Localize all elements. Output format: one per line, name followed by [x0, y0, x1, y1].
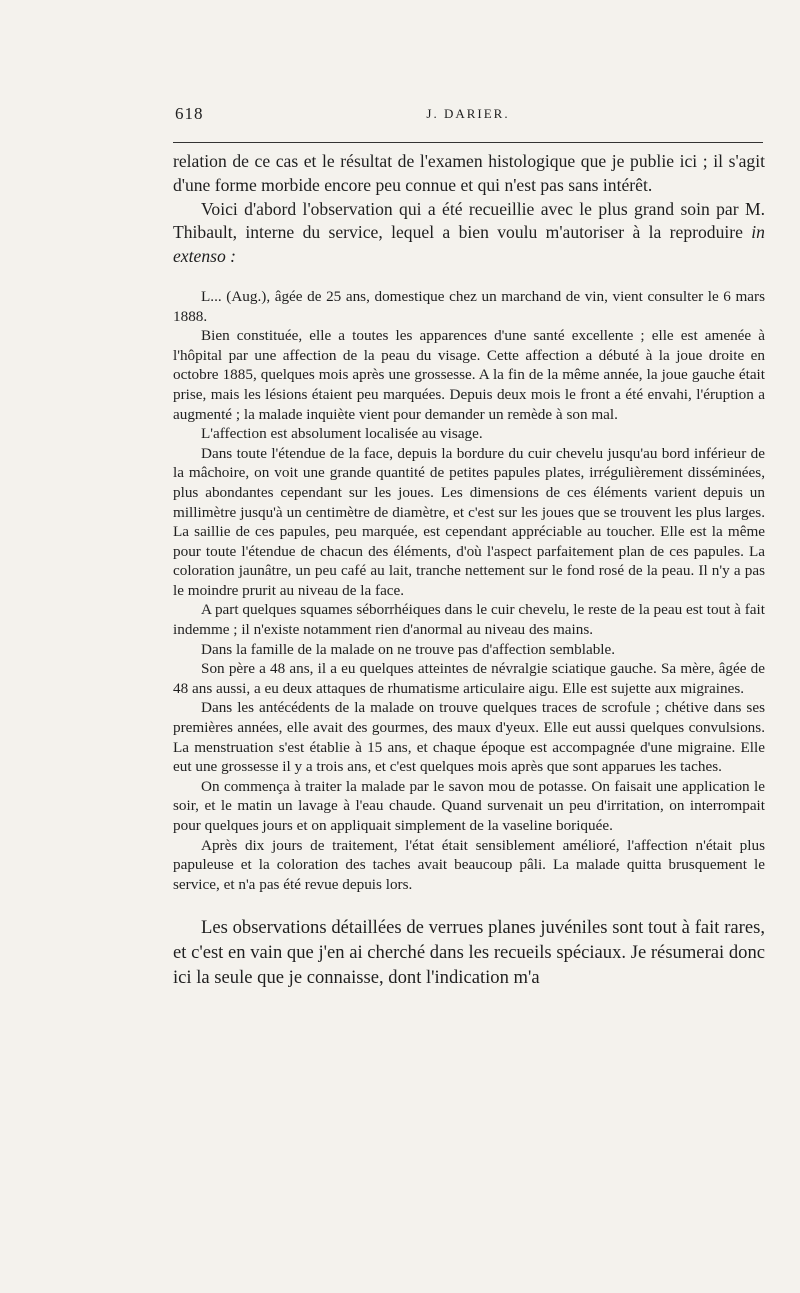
observation-paragraph: L'affection est absolument localisée au visage.	[201, 425, 483, 443]
intro-section	[173, 150, 765, 269]
intro-paragraph-1: relation de ce cas et le résultat de l'examen histologique que je publie ici ; il s'agit d'une forme morbide encore peu connue et qui n'est pas sans intérêt.	[173, 151, 765, 195]
observation-paragraph: Son père a 48 ans, il a eu quelques atteintes de névralgie sciatique gauche. Sa mère, âgée de 48 ans aussi, a eu deux attaques de rhumatisme articulaire aigu. Elle est sujette aux migraines.	[173, 660, 765, 697]
observation-paragraph: On commença à traiter la malade par le savon mou de potasse. On faisait une application le soir, et le matin un lavage à l'eau chaude. Quand survenait un peu d'irritation, on interrompait pour quelques jours et on appliquait simplement de la vaseline boriquée.	[173, 777, 765, 835]
intro-emphasis: in extenso :	[173, 222, 765, 267]
page-header	[173, 104, 763, 128]
observation-paragraph: Dans la famille de la malade on ne trouve pas d'affection semblable.	[201, 640, 616, 658]
closing-paragraph: Les observations détaillées de verrues planes juvéniles sont tout à fait rares, et c'est en vain que j'en ai cherché dans les recueils spéciaux. Je résumerai donc ici la seule que je connaisse, dont l'indication m'a	[173, 917, 765, 989]
intro-paragraph-2	[173, 198, 765, 269]
intro-paragraph-2-text: Voici d'abord l'observation qui a été recueillie avec le plus grand soin par M. Thibault, interne du service, lequel a bien voulu m'autoriser à la reproduire	[173, 198, 765, 243]
closing-section	[173, 915, 765, 990]
observation-paragraph: Dans toute l'étendue de la face, depuis la bordure du cuir chevelu jusqu'au bord inférieur de la mâchoire, on voit une grande quantité de petites papules plates, irrégulièrement disséminées, plus abondantes cependant sur les joues. Les dimensions de ces éléments varient depuis un millimètre jusqu'à un centimètre de diamètre, et c'est sur les joues que se trouvent les plus larges. La saillie de ces papules, peu marquée, est cependant appréciable au toucher. Elle est la même pour toute l'étendue de chacun des éléments, d'où l'aspect parfaitement plan de ces papules. La coloration jaunâtre, un peu café au lait, tranche nettement sur le fond rosé de la peau. Il n'y a pas le moindre prurit au niveau de la face.	[173, 444, 765, 599]
observation-paragraph: Après dix jours de traitement, l'état était sensiblement amélioré, l'affection n'était plus papuleuse et la coloration des taches avait beaucoup pâli. La malade quitta brusquement le service, et n'a pas été revue depuis lors.	[173, 836, 765, 893]
body-text	[173, 150, 765, 990]
observation-paragraph: L... (Aug.), âgée de 25 ans, domestique chez un marchand de vin, vient consulter le 6 mars 1888.	[173, 287, 765, 325]
observation-paragraph: Bien constituée, elle a toutes les apparences d'une santé excellente ; elle est amenée à l'hôpital par une affection de la peau du visage. Cette affection a débuté à la joue droite en octobre 1885, quelques mois après une grossesse. A la fin de la même année, la joue gauche était prise, mais les lésions étaient peu marquées. Depuis deux mois le front a été envahi, l'éruption a augmenté ; la malade inquiète vient pour demander un remède à son mal.	[173, 327, 765, 423]
observation-paragraph: A part quelques squames séborrhéiques dans le cuir chevelu, le reste de la peau est tout à fait indemme ; il n'existe notamment rien d'anormal au niveau des mains.	[173, 601, 765, 639]
page-number: 618	[175, 104, 204, 123]
header-rule	[173, 142, 763, 143]
observation-paragraph: Dans les antécédents de la malade on trouve quelques traces de scrofule ; chétive dans ses premières années, elle avait des gourmes, des maux d'yeux. Elle eut aussi quelques convulsions. La menstruation s'est établie à 15 ans, et chaque époque est accompagnée d'une migraine. Elle eut une grossesse il y a trois ans, et c'est quelques mois après que sont apparues les taches.	[173, 699, 765, 776]
observation-section	[173, 287, 765, 894]
running-head: J. DARIER.	[426, 106, 510, 121]
